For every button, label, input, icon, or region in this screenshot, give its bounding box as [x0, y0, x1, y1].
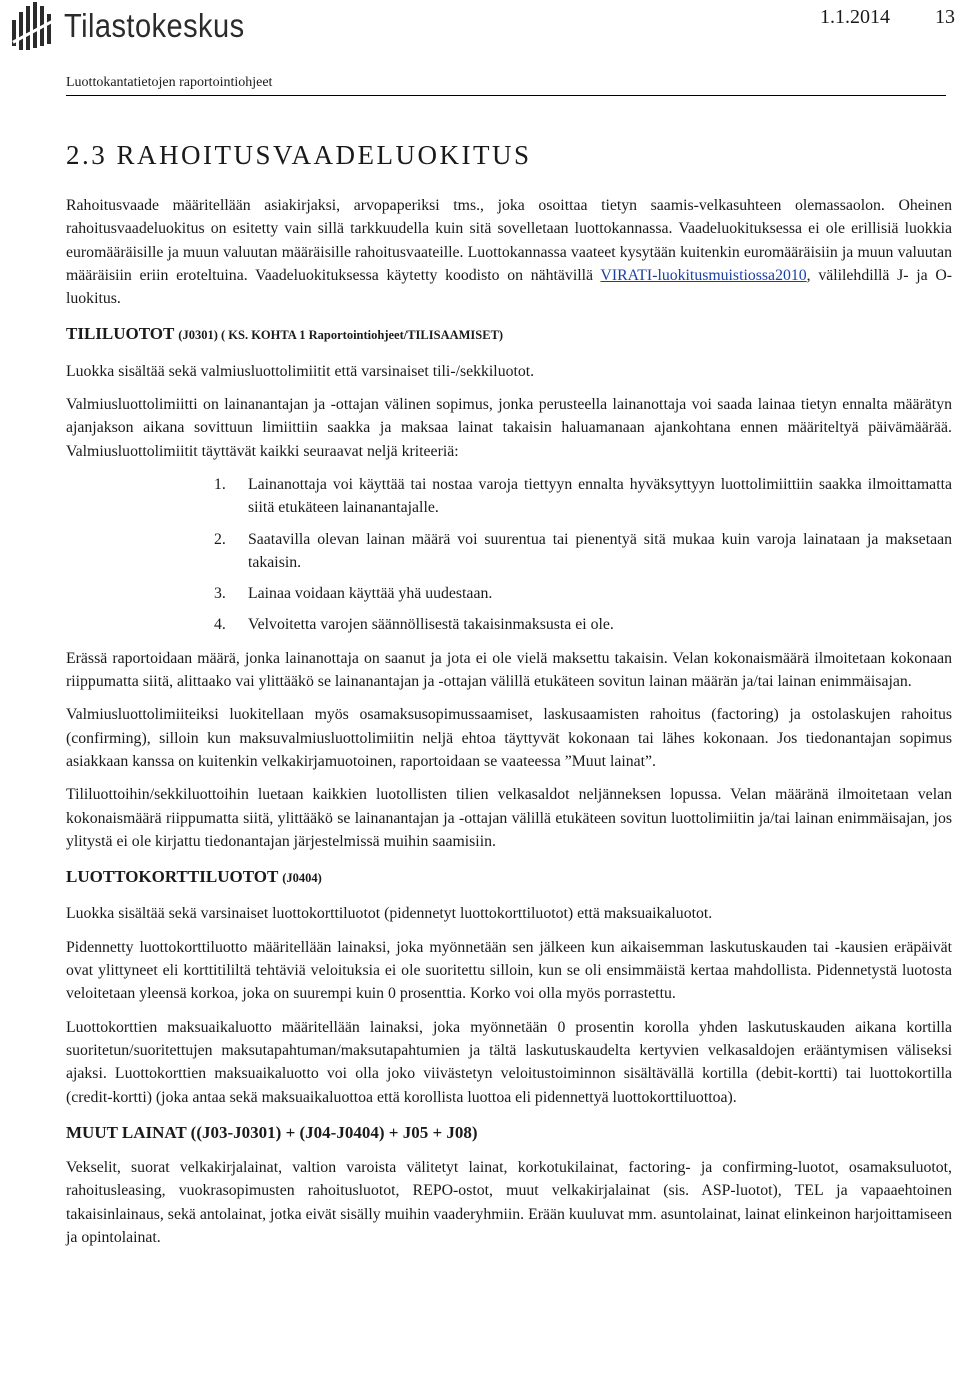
- intro-text: Rahoitusvaade määritellään asiakirjaksi, arvopaperiksi tms., joka osoittaa tietyn saamis-velkasuhteen olemassaolon. Oheinen rahoitusvaadeluokitus on esitetty vain sillä tarkkuudella kuin sitä sovelletaan luottokannassa. Vaadeluokituksessa ei ole erillisiä luokkia euromääräisille ja muun valuutan määräisille rahoitusvaateille. Luottokannassa vaateet kysytään kuitenkin euromääräisiin ja muun valuutan määräisiin eriin eroteltuina. Vaadeluokituksessa käytetty koodisto on nähtävillä: [66, 197, 952, 284]
- tililuotot-p1: Luokka sisältää sekä valmiusluottolimiitit että varsinaiset tili-/sekkiluotot.: [66, 362, 535, 380]
- list-item-number: 2.: [214, 530, 226, 548]
- list-item: [66, 528, 952, 575]
- list-item-text: Lainaa voidaan käyttää yhä uudestaan.: [248, 585, 493, 603]
- list-item-text: Saatavilla olevan lainan määrä voi suurentua tai pienentyä sitä mukaa kuin varoja lainataan ja maksetaan takaisin.: [248, 530, 952, 571]
- luottokorttiluotot-heading-ref: (J0404): [282, 871, 322, 886]
- intro-text-end: , välilehdillä J- ja O-luokitus.: [66, 266, 952, 308]
- list-item: [66, 582, 952, 605]
- tililuotot-p5: Tililuottoihin/sekkiluottoihin luetaan kaikkien luotollisten tilien velkasaldot neljänneksen lopussa. Velan määränä ilmoitetaan velan kokonaismäärä riippumatta siitä, ylittääkö se lainanantajan ja -ottajan välillä etukäteen sovitun luottolimiitin ja/tai lainan enimmäisajan, jos ylitystä ei ole kirjattu tiedonantajan järjestelmissä muihin saamisiin.: [66, 786, 952, 850]
- list-item: [66, 473, 952, 520]
- list-item-text: Velvoitetta varojen säännöllisestä takaisinmaksusta ei ole.: [248, 616, 614, 634]
- logo-text: Tilastokeskus: [64, 7, 245, 44]
- tililuotot-heading-ref: (J0301) ( KS. KOHTA 1 Raportointiohjeet/TILISAAMISET): [178, 328, 504, 343]
- page-header: [0, 0, 960, 100]
- header-date: 1.1.2014: [820, 6, 890, 28]
- muut-lainat-heading: MUUT LAINAT ((J03-J0301) + (J04-J0404) + J05 + J08): [66, 1122, 478, 1142]
- luottokorttiluotot-p2: Pidennetty luottokorttiluotto määritellään lainaksi, joka myönnetään sen jälkeen kun aikaisemman laskutuskauden tai -kausien eräpäivät ovat ylittyneet eli korttitililtä tehtäviä veloituksia ei ole suoritettu silloin, kun se oli ensimmäistä kertaa mahdollista. Pidennetystä luotosta veloitetaan yleensä korkoa, joka on suurempi kuin 0 prosenttia. Korko voi olla myös porrastettu.: [66, 938, 952, 1003]
- page-number: 13: [935, 6, 955, 28]
- tilastokeskus-logo: [10, 0, 269, 52]
- list-item-number: 1.: [214, 475, 226, 493]
- intro-paragraph: [66, 194, 952, 310]
- luottokorttiluotot-heading: [66, 865, 952, 890]
- tililuotot-p2: Valmiusluottolimiitti on lainanantajan ja -ottajan välinen sopimus, jonka perusteella lainanottaja voi saada lainaa tietyn ennalta määrätyn ajanjakson aikana sovittuun limiittiin saakka ja maksaa lainat takaisin haluamanaan ajankohtana ennen määriteltyä päivämäärää. Valmiusluottolimiitit täyttävät kaikki seuraavat neljä kriteeriä:: [66, 396, 952, 460]
- document-body: [66, 138, 952, 1259]
- section-title: 2.3 RAHOITUSVAADELUOKITUS: [66, 140, 532, 170]
- luottokorttiluotot-heading-main: LUOTTOKORTTILUOTOT: [66, 867, 278, 887]
- header-subtitle: Luottokantatietojen raportointiohjeet: [66, 75, 273, 90]
- list-item-number: 4.: [214, 616, 226, 634]
- tililuotot-p3: Erässä raportoidaan määrä, jonka lainanottaja on saanut ja jota ei ole vielä maksettu takaisin. Velan kokonaismäärä ilmoitetaan kokonaan riippumatta siitä, alittaako vai ylittääkö se lainanantajan ja -ottajan välillä etukäteen sovitun lainan määrän ja/tai lainan enimmäisajan.: [66, 649, 952, 691]
- list-item-text: Lainanottaja voi käyttää tai nostaa varoja tiettyyn ennalta hyväksyttyyn luottolimiittiin saakka ilmoittamatta siitä etukäteen lainanantajalle.: [248, 475, 952, 517]
- tililuotot-heading-main: TILILUOTOT: [66, 324, 175, 344]
- list-item: [66, 613, 952, 636]
- virati-link[interactable]: VIRATI-luokitusmuistiossa2010: [600, 266, 807, 284]
- criteria-list: [66, 473, 952, 637]
- logo-stripes-icon: [10, 0, 58, 52]
- header-divider: [66, 95, 946, 96]
- tililuotot-p4: Valmiusluottolimiiteiksi luokitellaan myös osamaksusopimussaamiset, laskusaamisten rahoitus (factoring) ja ostolaskujen rahoitus (confirming), silloin kun maksuvalmiusluottolimiitin neljä ehtoa täyttyvät kokonaan tai lähes kokonaan. Jos tiedonantajan sopimus asiakkaan kanssa on kuitenkin velkakirjamuotoinen, raportoidaan se vaateessa ”Muut lainat”.: [66, 706, 952, 770]
- luottokorttiluotot-p1: Luokka sisältää sekä varsinaiset luottokorttiluotot (pidennetyt luottokorttiluotot) että maksuaikaluotot.: [66, 905, 713, 923]
- tililuotot-heading: [66, 322, 952, 347]
- luottokorttiluotot-p3: Luottokorttien maksuaikaluotto määritellään lainaksi, joka myönnetään 0 prosentin korolla yhden laskutuskauden aikana kortilla suoritetun/suoritettujen maksutapahtuman/maksutapahtumien ja tältä laskutuskaudelta kertyvien velkasaldojen erääntymisen väliseksi ajaksi. Luottokorttien maksuaikaluotto voi olla joko viivästetyn veloitustoiminnon sisältävällä kortilla (debit-kortti) tai luottokortilla (credit-kortti) (joka antaa sekä maksuaikaluottoa että korollista luottoa eli pidennettyä luottokorttiluottoa).: [66, 1018, 952, 1106]
- list-item-number: 3.: [214, 585, 226, 603]
- muut-lainat-p1: Vekselit, suorat velkakirjalainat, valtion varoista välitetyt lainat, korkotukilainat, factoring- ja confirming-luotot, osamaksuluotot, rahoitusleasing, vuokrasopimusten rahoitusluotot, REPO-ostot, muut velkakirjalainat (sis. ASP-luotot), TEL ja vapaaehtoinen takaisinlainaus, sekä antolainat, jotka eivät sisälly muihin vaaderyhmiin. Erään kuuluvat mm. asuntolainat, lainat elinkeinon harjoittamiseen ja opintolainat.: [66, 1159, 952, 1246]
